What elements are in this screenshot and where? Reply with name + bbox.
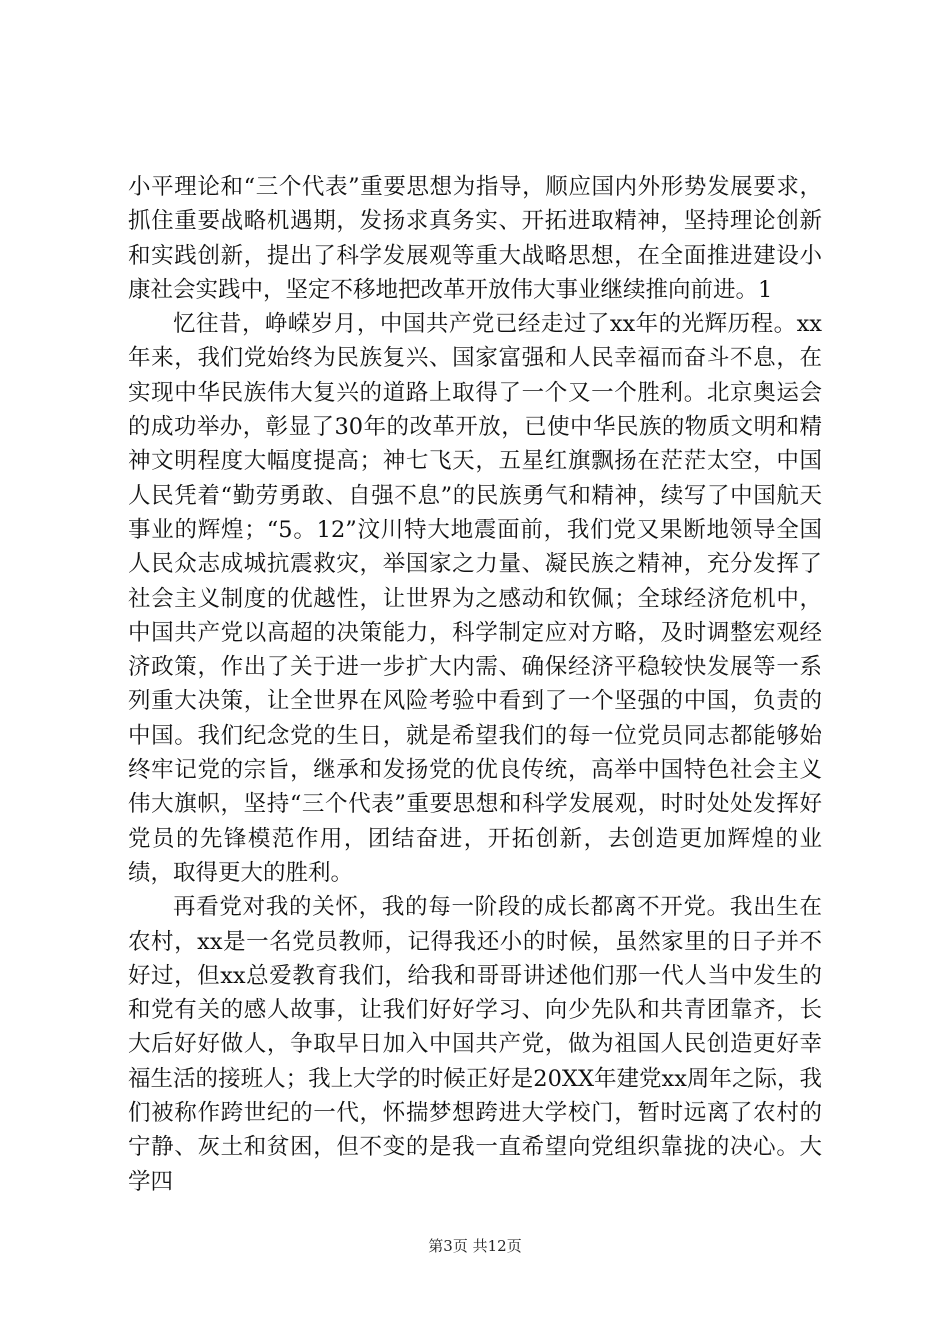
page-number-footer: 第3页 共12页	[428, 1237, 522, 1255]
paragraph-party-history: 忆往昔，峥嵘岁月，中国共产党已经走过了xx年的光辉历程。xx年来，我们党始终为民族复兴、国家富强和人民幸福而奋斗不息，在实现中华民族伟大复兴的道路上取得了一个又一个胜利。北京奥运会的成功举办，彰显了30年的改革开放，已使中华民族的物质文明和精神文明程度大幅度提高；神七飞天，五星红旗飘扬在茫茫太空，中国人民凭着“勤劳勇敢、自强不息”的民族勇气和精神，续写了中国航天事业的辉煌；“5。12”汶川特大地震面前，我们党又果断地领导全国人民众志成城抗震救灾，举国家之力量、凝民族之精神，充分发挥了社会主义制度的优越性，让世界为之感动和钦佩；全球经济危机中，中国共产党以高超的决策能力，科学制定应对方略，及时调整宏观经济政策，作出了关于进一步扩大内需、确保经济平稳较快发展等一系列重大决策，让全世界在风险考验中看到了一个坚强的中国，负责的中国。我们纪念党的生日，就是希望我们的每一位党员同志都能够始终牢记党的宗旨，继承和发扬党的优良传统，高举中国特色社会主义伟大旗帜，坚持“三个代表”重要思想和科学发展观，时时处处发挥好党员的先锋模范作用，团结奋进，开拓创新，去创造更加辉煌的业绩，取得更大的胜利。	[128, 311, 822, 886]
paragraph-personal-growth: 再看党对我的关怀，我的每一阶段的成长都离不开党。我出生在农村，xx是一名党员教师，记得我还小的时候，虽然家里的日子并不好过，但xx总爱教育我们，给我和哥哥讲述他们那一代人当中发生的和党有关的感人故事，让我们好好学习、向少先队和共青团靠齐，长大后好好做人，争取早日加入中国共产党，做为祖国人民创造更好幸福生活的接班人；我上大学的时候正好是20XX年建党xx周年之际，我们被称作跨世纪的一代，怀揣梦想跨进大学校门，暂时远离了农村的宁静、灰土和贫困，但不变的是我一直希望向党组织靠拢的决心。大学四	[128, 894, 822, 1195]
paragraph-continued: 小平理论和“三个代表”重要思想为指导，顺应国内外形势发展要求，抓住重要战略机遇期，发扬求真务实、开拓进取精神，坚持理论创新和实践创新，提出了科学发展观等重大战略思想，在全面推进建设小康社会实践中，坚定不移地把改革开放伟大事业继续推向前进。1	[128, 174, 822, 303]
document-body	[128, 170, 822, 1199]
